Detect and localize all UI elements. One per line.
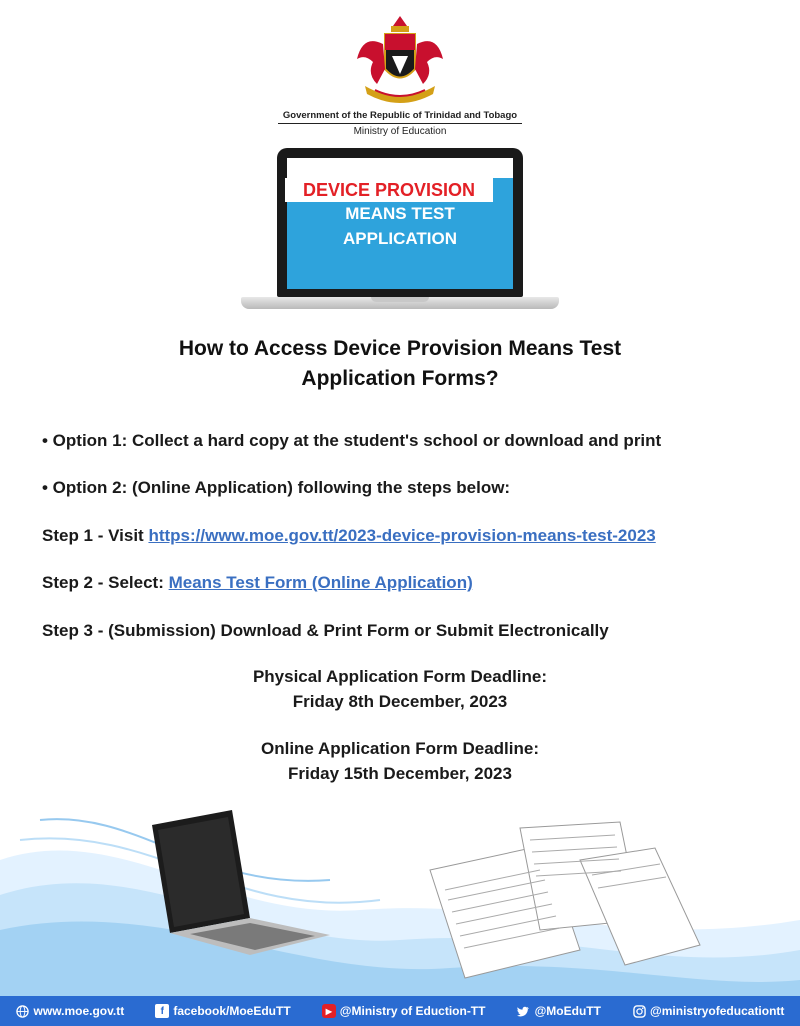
- step-2: [42, 573, 473, 593]
- footer-twitter[interactable]: [517, 1004, 601, 1018]
- laptop-notch: [371, 297, 429, 302]
- step-2-label: Step 2 - Select:: [42, 573, 169, 592]
- instagram-icon: [632, 1004, 646, 1018]
- means-test-url-link[interactable]: https://www.moe.gov.tt/2023-device-provision-means-test-2023: [148, 526, 656, 545]
- globe-icon: [16, 1004, 30, 1018]
- footer-website[interactable]: [16, 1004, 125, 1018]
- online-deadline-title: Online Application Form Deadline:: [260, 739, 539, 758]
- facebook-icon: f: [155, 1004, 169, 1018]
- twitter-icon: [517, 1004, 531, 1018]
- option-1: • Option 1: Collect a hard copy at the student's school or download and print: [42, 431, 662, 450]
- page-heading-line1: How to Access Device Provision Means Test: [178, 337, 622, 360]
- page-heading-line2: Application Forms?: [301, 367, 499, 390]
- footer-instagram[interactable]: [632, 1004, 784, 1018]
- decorative-illustration: [0, 800, 800, 996]
- twitter-text: @MoEduTT: [534, 1004, 601, 1018]
- divider: [278, 123, 522, 124]
- government-title: Government of the Republic of Trinidad and Tobago: [282, 110, 518, 121]
- ministry-title: Ministry of Education: [353, 126, 447, 137]
- footer-bar: [0, 996, 800, 1026]
- laptop-illustration: [152, 810, 330, 955]
- screen-top-band: [287, 158, 513, 178]
- step-1: [42, 526, 656, 546]
- means-test-label: MEANS TEST: [345, 204, 455, 223]
- physical-deadline-date: Friday 8th December, 2023: [292, 692, 508, 711]
- online-deadline-date: Friday 15th December, 2023: [288, 764, 512, 783]
- application-label: APPLICATION: [343, 229, 457, 248]
- step-3: Step 3 - (Submission) Download & Print Form or Submit Electronically: [42, 621, 609, 640]
- option-2: • Option 2: (Online Application) following the steps below:: [42, 478, 511, 497]
- youtube-text: @Ministry of Eduction-TT: [339, 1004, 486, 1018]
- step-1-label: Step 1 - Visit: [42, 526, 149, 545]
- youtube-icon: ▶: [322, 1004, 336, 1018]
- online-application-link[interactable]: Means Test Form (Online Application): [168, 573, 473, 592]
- footer-facebook[interactable]: [155, 1004, 290, 1018]
- coat-of-arms-logo: [345, 14, 455, 109]
- instagram-text: @ministryofeducationtt: [650, 1004, 785, 1018]
- website-text: www.moe.gov.tt: [33, 1004, 125, 1018]
- footer-youtube[interactable]: [322, 1004, 486, 1018]
- physical-deadline-title: Physical Application Form Deadline:: [252, 667, 548, 686]
- device-provision-label: DEVICE PROVISION: [285, 178, 493, 202]
- facebook-text: facebook/MoeEduTT: [173, 1004, 291, 1018]
